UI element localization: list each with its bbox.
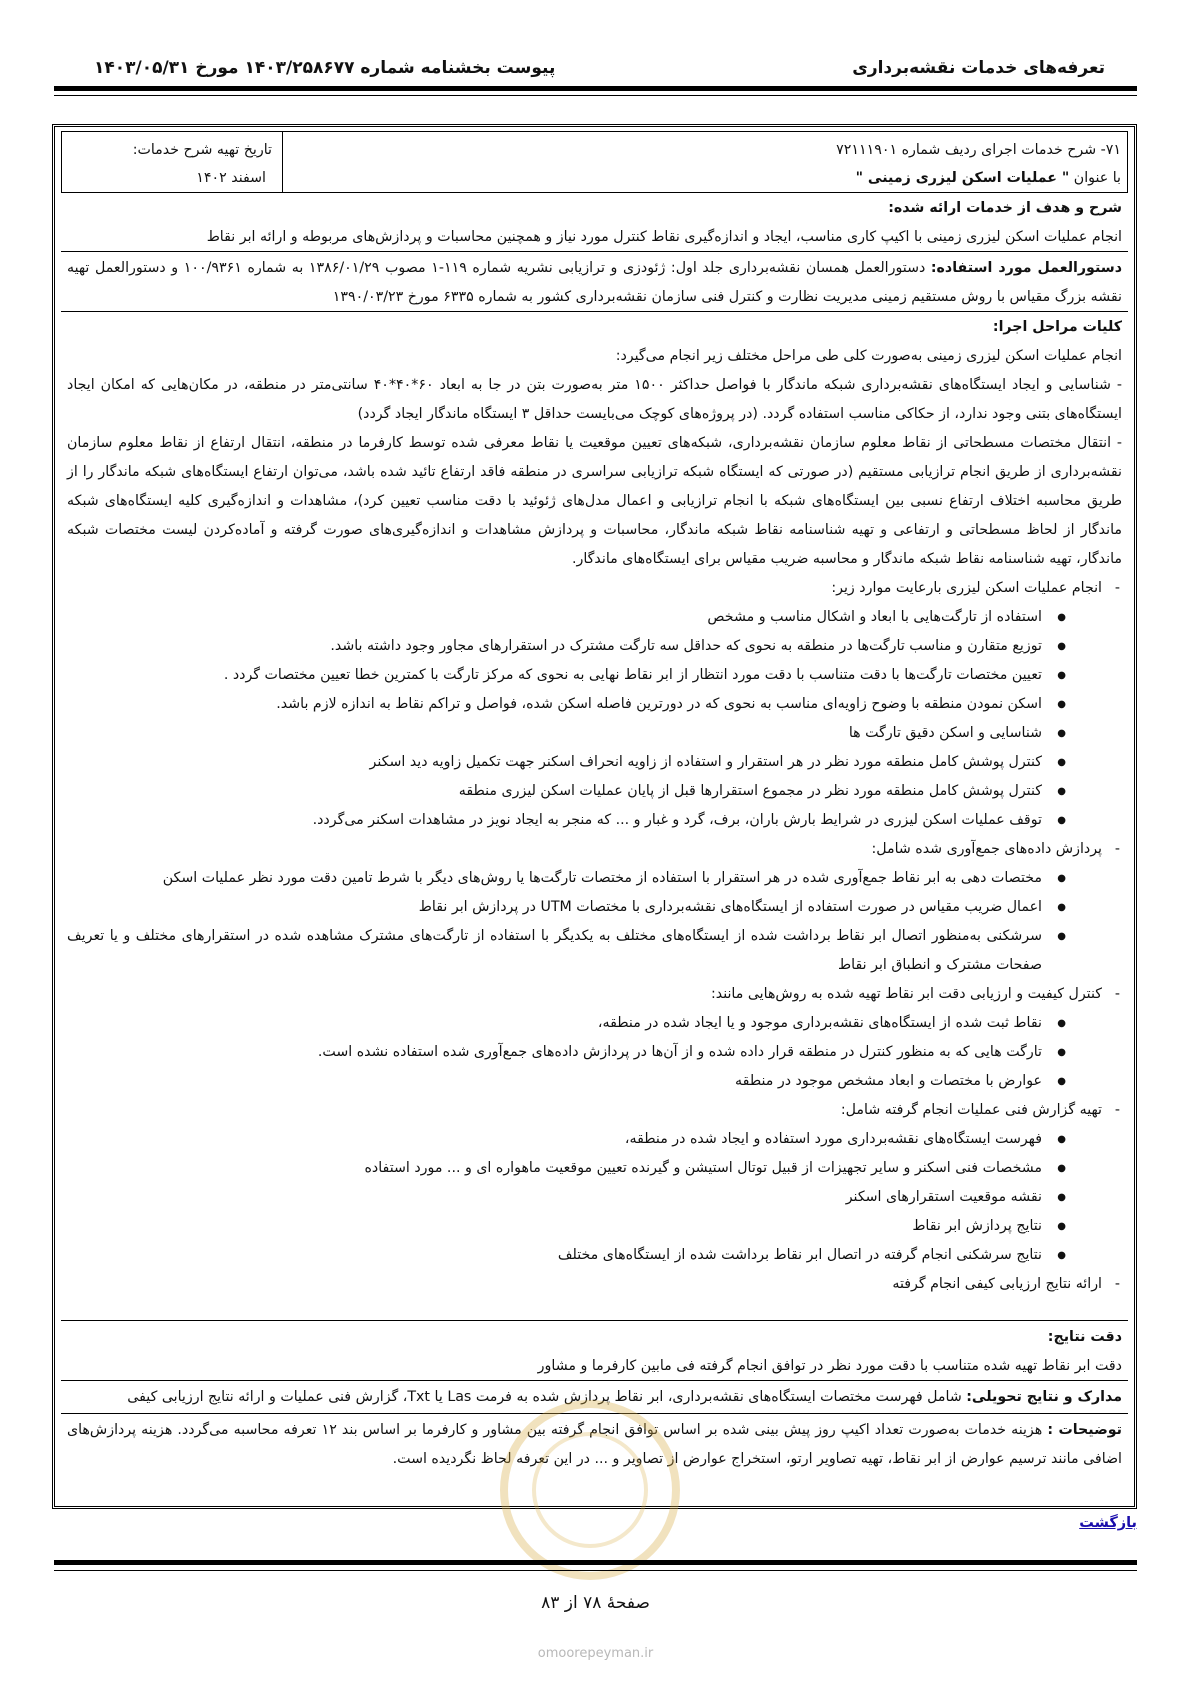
title-cell: [262, 132, 1127, 192]
list-item: ● تعیین مختصات تارگت‌ها با دقت متناسب با دقت مورد انتظار از ابر نقاط نهایی به نحوی که مرکز تارگت با کمترین خطا تعیین مختصات گردد .: [67, 661, 1102, 690]
guideline-section: [61, 253, 1128, 312]
list-item: ● فهرست ایستگاه‌های نقشه‌برداری مورد استفاده و ایجاد شده در منطقه،: [67, 1125, 1102, 1154]
list-item: ● استفاده از تارگت‌هایی با ابعاد و اشکال مناسب و مشخص: [67, 603, 1102, 632]
list-item: ● سرشکنی به‌منظور اتصال ابر نقاط برداشت شده از ایستگاه‌های مختلف به یکدیگر با استفاده از تارگت‌های مشترک مشاهده شده در استقرارهای مختلف و یا تعریف صفحات مشترک و انطباق ابر نقاط: [67, 922, 1102, 980]
list-item: ● نقشه موقعیت استقرارهای اسکنر: [67, 1183, 1102, 1212]
page-number: صفحهٔ ۷۸ از ۸۳: [541, 1593, 650, 1613]
deliverables-heading: مدارک و نتایج تحویلی:: [966, 1389, 1122, 1405]
description-heading: شرح و هدف از خدمات ارائه شده:: [888, 200, 1122, 216]
list-item: ● اسکن نمودن منطقه با وضوح زاویه‌ای مناسب به نحوی که در دورترین فاصله اسکن شده، فواصل و تراکم نقاط به اندازه لازم باشد.: [67, 690, 1102, 719]
steps-para-stations: - شناسایی و ایجاد ایستگاه‌های نقشه‌برداری شبکه ماندگار با فواصل حداکثر ۱۵۰۰ متر به‌صورت بتن در جا به ابعاد ۶۰*۴۰*۴۰ سانتی‌متر در منطقه، در مکان‌هایی که امکان ایجاد ایستگاه‌های بتنی وجود ندارد، از حکاکی مناسب استفاده گردد. (در پروژه‌های کوچک می‌بایست حداقل ۳ ایستگاه ماندگار ایجاد گردد): [67, 377, 1122, 422]
footer-rule-thick: [54, 1560, 1137, 1565]
list-item: ● کنترل پوشش کامل منطقه مورد نظر در مجموع استقرارها قبل از پایان عملیات اسکن لیزری منطقه: [67, 777, 1102, 806]
service-description-table: [52, 124, 1137, 1509]
step-group-quality-control: [67, 980, 1128, 1096]
row-number-line: ۷۱- شرح خدمات اجرای ردیف شماره ۷۲۱۱۱۹۰۱: [836, 142, 1121, 158]
step-group-scanning: [67, 574, 1128, 835]
title-prefix: با عنوان: [1069, 170, 1121, 186]
footer-rule-thin: [54, 1570, 1137, 1571]
back-link[interactable]: بازگشت: [1079, 1515, 1137, 1531]
list-item: ● مشخصات فنی اسکنر و سایر تجهیزات از قبیل توتال استیشن و گیرنده تعیین موقعیت ماهواره ای و ... مورد استفاده: [67, 1154, 1102, 1183]
list-item: ● نقاط ثبت شده از ایستگاه‌های نقشه‌برداری موجود و یا ایجاد شده در منطقه،: [67, 1009, 1102, 1038]
step-bullets-processing: [67, 864, 1102, 980]
list-item: ● عوارض با مختصات و ابعاد مشخص موجود در منطقه: [67, 1067, 1102, 1096]
date-label: تاریخ تهیه شرح خدمات:: [132, 142, 272, 158]
steps-intro: انجام عملیات اسکن لیزری زمینی به‌صورت کلی طی مراحل مختلف زیر انجام می‌گیرد:: [615, 348, 1122, 364]
list-item: ● تارگت هایی که به منظور کنترل در منطقه قرار داده شده و از آن‌ها در پردازش داده‌های جمع‌آوری شده استفاده نشده است.: [67, 1038, 1102, 1067]
list-item: ● کنترل پوشش کامل منطقه مورد نظر در هر استقرار و استفاده از زاویه انحراف اسکنر جهت تکمیل زاویه دید اسکنر: [67, 748, 1102, 777]
header-rule-thick: [54, 86, 1137, 91]
website-watermark: omoorepeyman.ir: [537, 1646, 654, 1661]
accuracy-body: دقت ابر نقاط تهیه شده متناسب با دقت مورد نظر در توافق انجام گرفته فی مابین کارفرما و مشاور: [537, 1358, 1122, 1374]
list-item: ● نتایج پردازش ابر نقاط: [67, 1212, 1102, 1241]
description-body: انجام عملیات اسکن لیزری زمینی با اکیپ کاری مناسب، ایجاد و اندازه‌گیری نقاط کنترل مورد نیاز و همچنین محاسبات و پردازش‌های مربوطه و ارائه ابر نقاط: [206, 229, 1122, 245]
notes-heading: توضیحات :: [1047, 1422, 1123, 1438]
accuracy-section: [61, 1322, 1128, 1381]
list-item: ● توقف عملیات اسکن لیزری در شرایط بارش باران، برف، گرد و غبار و ... که منجر به ایجاد نویز در مشاهدات اسکنر می‌گردد.: [67, 806, 1102, 835]
description-section: [61, 193, 1128, 252]
date-cell: [62, 132, 283, 192]
step-bullets-scanning: [67, 603, 1102, 835]
circular-reference: پیوست بخشنامه شماره ۱۴۰۳/۲۵۸۶۷۷ مورخ ۱۴۰۳/۰۵/۳۱: [94, 58, 556, 78]
steps-heading: کلیات مراحل اجرا:: [992, 319, 1122, 335]
step-bullets-report: [67, 1125, 1102, 1270]
deliverables-body: شامل فهرست مختصات ایستگاه‌های نقشه‌برداری، ابر نقاط پردازش شده به فرمت Las یا Txt، گزارش فنی عملیات و ارائه نتایج ارزیابی کیفی: [127, 1389, 967, 1405]
step-final-item: - ارائه نتایج ارزیابی کیفی انجام گرفته: [67, 1270, 1128, 1299]
document-title: تعرفه‌های خدمات نقشه‌برداری: [852, 58, 1105, 78]
step-group-label: پردازش داده‌های جمع‌آوری شده شامل:: [871, 841, 1102, 857]
list-item: ● شناسایی و اسکن دقیق تارگت ها: [67, 719, 1102, 748]
watermark-seal-icon: [500, 1400, 680, 1580]
step-group-label: کنترل کیفیت و ارزیابی دقت ابر نقاط تهیه شده به روش‌هایی مانند:: [710, 986, 1102, 1002]
step-group-processing: [67, 835, 1128, 980]
title-row: [61, 131, 1128, 193]
step-group-label: انجام عملیات اسکن لیزری بارعایت موارد زیر:: [831, 580, 1102, 596]
step-group-label: تهیه گزارش فنی عملیات انجام گرفته شامل:: [840, 1102, 1102, 1118]
list-item: ● توزیع متقارن و مناسب تارگت‌ها در منطقه به نحوی که حداقل سه تارگت مشترک در استقرارهای مجاور وجود داشته باشد.: [67, 632, 1102, 661]
steps-para-coordinates: - انتقال مختصات مسطحاتی از نقاط معلوم سازمان نقشه‌برداری، شبکه‌های تعیین موقعیت یا نقاط معرفی شده توسط کارفرما در منطقه، انتقال ارتفاع از نقاط معلوم سازمان نقشه‌برداری از طریق انجام ترازیابی مستقیم (در صورتی که ایستگاه شبکه ترازیابی سراسری در منطقه فاقد ارتفاع تائید شده باشد، می‌توان ارتفاع ایستگاه‌های شبکه ماندگار را از طریق محاسبه اختلاف ارتفاع نسبی بین ایستگاه‌های شبکه با انجام ترازیابی و اعمال مدل‌های ژئوئید با دقت مناسب تعیین کرد)، مشاهدات و اندازه‌گیری کلیه ایستگاه‌های شبکه ماندگار از لحاظ مسطحاتی و ارتفاعی و تهیه شناسنامه نقاط شبکه ماندگار، محاسبات و پردازش مشاهدات و اندازه‌گیری‌های صورت گرفته و آماده‌کردن لیست مختصات شبکه ماندگار، تهیه شناسنامه نقاط شبکه ماندگار و محاسبه ضریب مقیاس برای ایستگاه‌های ماندگار.: [67, 435, 1122, 567]
service-title: " عملیات اسکن لیزری زمینی ": [855, 170, 1070, 186]
steps-section: [61, 313, 1128, 1321]
step-bullets-quality-control: [67, 1009, 1102, 1096]
service-title-line: [268, 164, 1121, 192]
guideline-heading: دستورالعمل مورد استفاده:: [930, 260, 1122, 276]
steps-dash-list: [61, 574, 1128, 1299]
list-item: ● اعمال ضریب مقیاس در صورت استفاده از ایستگاه‌های نقشه‌برداری با مختصات UTM در پردازش ابر نقاط: [67, 893, 1102, 922]
step-group-report: [67, 1096, 1128, 1270]
accuracy-heading: دقت نتایج:: [1047, 1329, 1122, 1345]
list-item: ● مختصات دهی به ابر نقاط جمع‌آوری شده در هر استقرار با استفاده از مختصات تارگت‌ها یا روش‌های دیگر با شرط تامین دقت مورد نظر عملیات اسکن: [67, 864, 1102, 893]
notes-body: هزینه خدمات به‌صورت تعداد اکیپ روز پیش بینی شده بر اساس توافق انجام گرفته بین مشاور و کارفرما بر اساس بند ۱۲ تعرفه محاسبه می‌گردد. هزینه پردازش‌های اضافی مانند ترسیم عوارض از ابر نقاط، تهیه تصاویر ارتو، استخراج عوارض از تصاویر و ... در این تعرفه لحاظ نگردیده است.: [67, 1422, 1122, 1467]
header-rule-thin: [54, 95, 1137, 96]
date-value: اسفند ۱۴۰۲: [196, 170, 266, 186]
page-header: [94, 58, 1105, 82]
guideline-body: دستورالعمل همسان نقشه‌برداری جلد اول: ژئودزی و ترازیابی نشریه شماره ۱۱۹-۱ مصوب ۱۳۸۶/۰۱/۲۹ به شماره ۱۰۰/۹۳۶۱ و دستورالعمل تهیه نقشه بزرگ مقیاس با روش مستقیم زمینی مدیریت نظارت و کنترل فنی سازمان نقشه‌برداری کشور به شماره ۶۳۳۵ مورخ ۱۳۹۰/۰۳/۲۳: [67, 260, 1122, 305]
list-item: ● نتایج سرشکنی انجام گرفته در اتصال ابر نقاط برداشت شده از ایستگاه‌های مختلف: [67, 1241, 1102, 1270]
